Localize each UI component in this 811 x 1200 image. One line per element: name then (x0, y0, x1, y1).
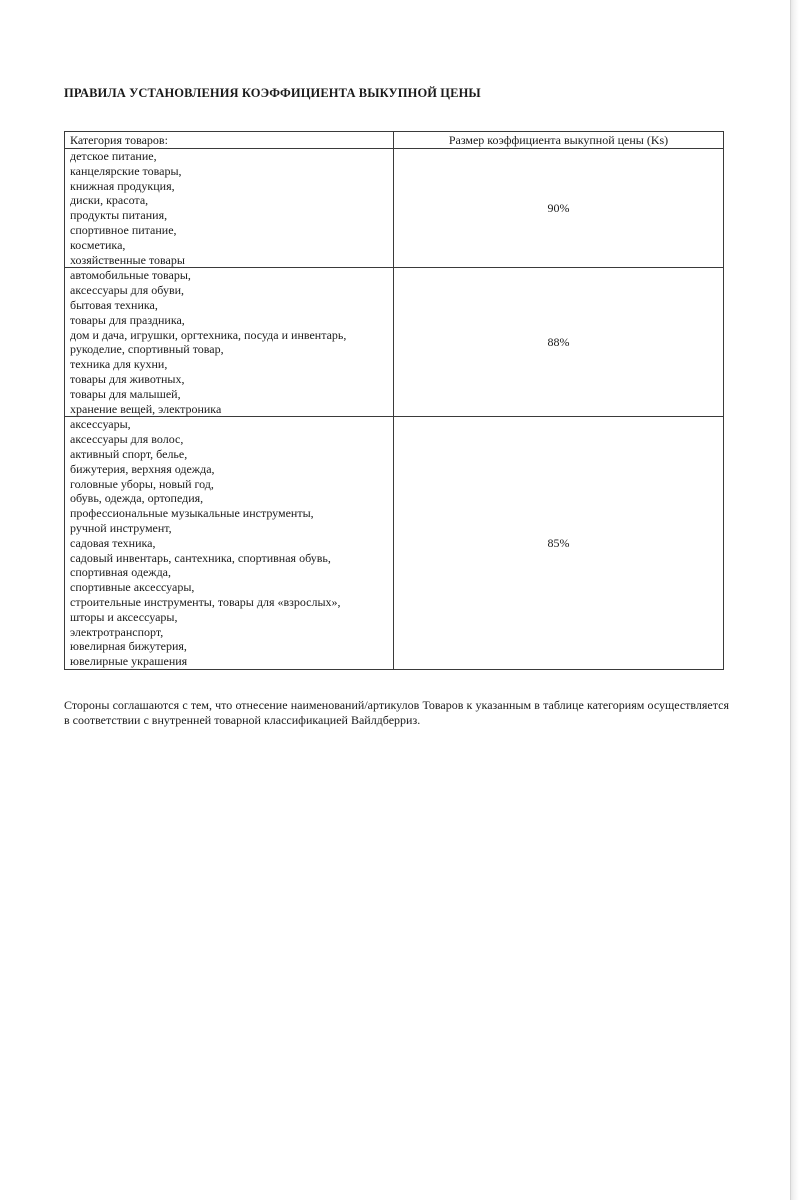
table-row (65, 149, 724, 268)
category-item: спортивное питание, (70, 222, 177, 237)
header-coefficient: Размер коэффициента выкупной цены (Ks) (394, 132, 724, 149)
category-item: продукты питания, (70, 208, 168, 223)
category-item: дом и дача, игрушки, оргтехника, посуда и инвентарь, (70, 327, 347, 342)
category-list-cell (65, 417, 394, 670)
category-item: активный спорт, белье, (70, 446, 188, 461)
category-item: товары для малышей, (70, 386, 181, 401)
category-item: хозяйственные товары (70, 252, 185, 267)
category-item: спортивная одежда, (70, 565, 171, 580)
category-item: ювелирная бижутерия, (70, 639, 187, 654)
classification-note: Стороны соглашаются с тем, что отнесение наименований/артикулов Товаров к указанным в таблице категориям осуществляется в соответствии с внутренней товарной классификацией Вайлдберриз. (64, 698, 729, 727)
coefficient-value: 88% (394, 268, 724, 417)
category-item: диски, красота, (70, 193, 149, 208)
category-item: профессиональные музыкальные инструменты, (70, 506, 314, 521)
category-item: садовый инвентарь, сантехника, спортивная обувь, (70, 550, 331, 565)
coefficient-value: 85% (394, 417, 724, 670)
category-item: канцелярские товары, (70, 163, 182, 178)
table-body (65, 149, 724, 670)
category-item: строительные инструменты, товары для «взрослых», (70, 594, 341, 609)
category-item: книжная продукция, (70, 178, 175, 193)
category-item: ювелирные украшения (70, 654, 188, 669)
coefficient-table (64, 131, 724, 670)
category-item: аксессуары для волос, (70, 432, 184, 447)
category-item: косметика, (70, 237, 126, 252)
category-item: головные уборы, новый год, (70, 476, 214, 491)
header-category: Категория товаров: (65, 132, 394, 149)
page-edge-shadow (790, 0, 811, 1200)
category-item: шторы и аксессуары, (70, 609, 178, 624)
category-item: бытовая техника, (70, 297, 158, 312)
category-item: аксессуары для обуви, (70, 283, 185, 298)
category-item: автомобильные товары, (70, 268, 191, 283)
category-item: рукоделие, спортивный товар, (70, 342, 224, 357)
category-item: бижутерия, верхняя одежда, (70, 461, 215, 476)
category-item: товары для животных, (70, 371, 185, 386)
table-row (65, 268, 724, 417)
category-item: хранение вещей, электроника (70, 401, 222, 416)
category-list-cell (65, 268, 394, 417)
category-item: техника для кухни, (70, 357, 168, 372)
category-item: садовая техника, (70, 535, 156, 550)
table-header-row (65, 132, 724, 149)
coefficient-value: 90% (394, 149, 724, 268)
table-row (65, 417, 724, 670)
category-item: товары для праздника, (70, 312, 185, 327)
document-title: ПРАВИЛА УСТАНОВЛЕНИЯ КОЭФФИЦИЕНТА ВЫКУПНОЙ ЦЕНЫ (64, 86, 481, 100)
category-item: электротранспорт, (70, 624, 164, 639)
category-item: спортивные аксессуары, (70, 580, 195, 595)
category-item: детское питание, (70, 149, 157, 163)
category-item: обувь, одежда, ортопедия, (70, 491, 204, 506)
category-list-cell (65, 149, 394, 268)
category-item: аксессуары, (70, 417, 131, 432)
category-item: ручной инструмент, (70, 520, 172, 535)
